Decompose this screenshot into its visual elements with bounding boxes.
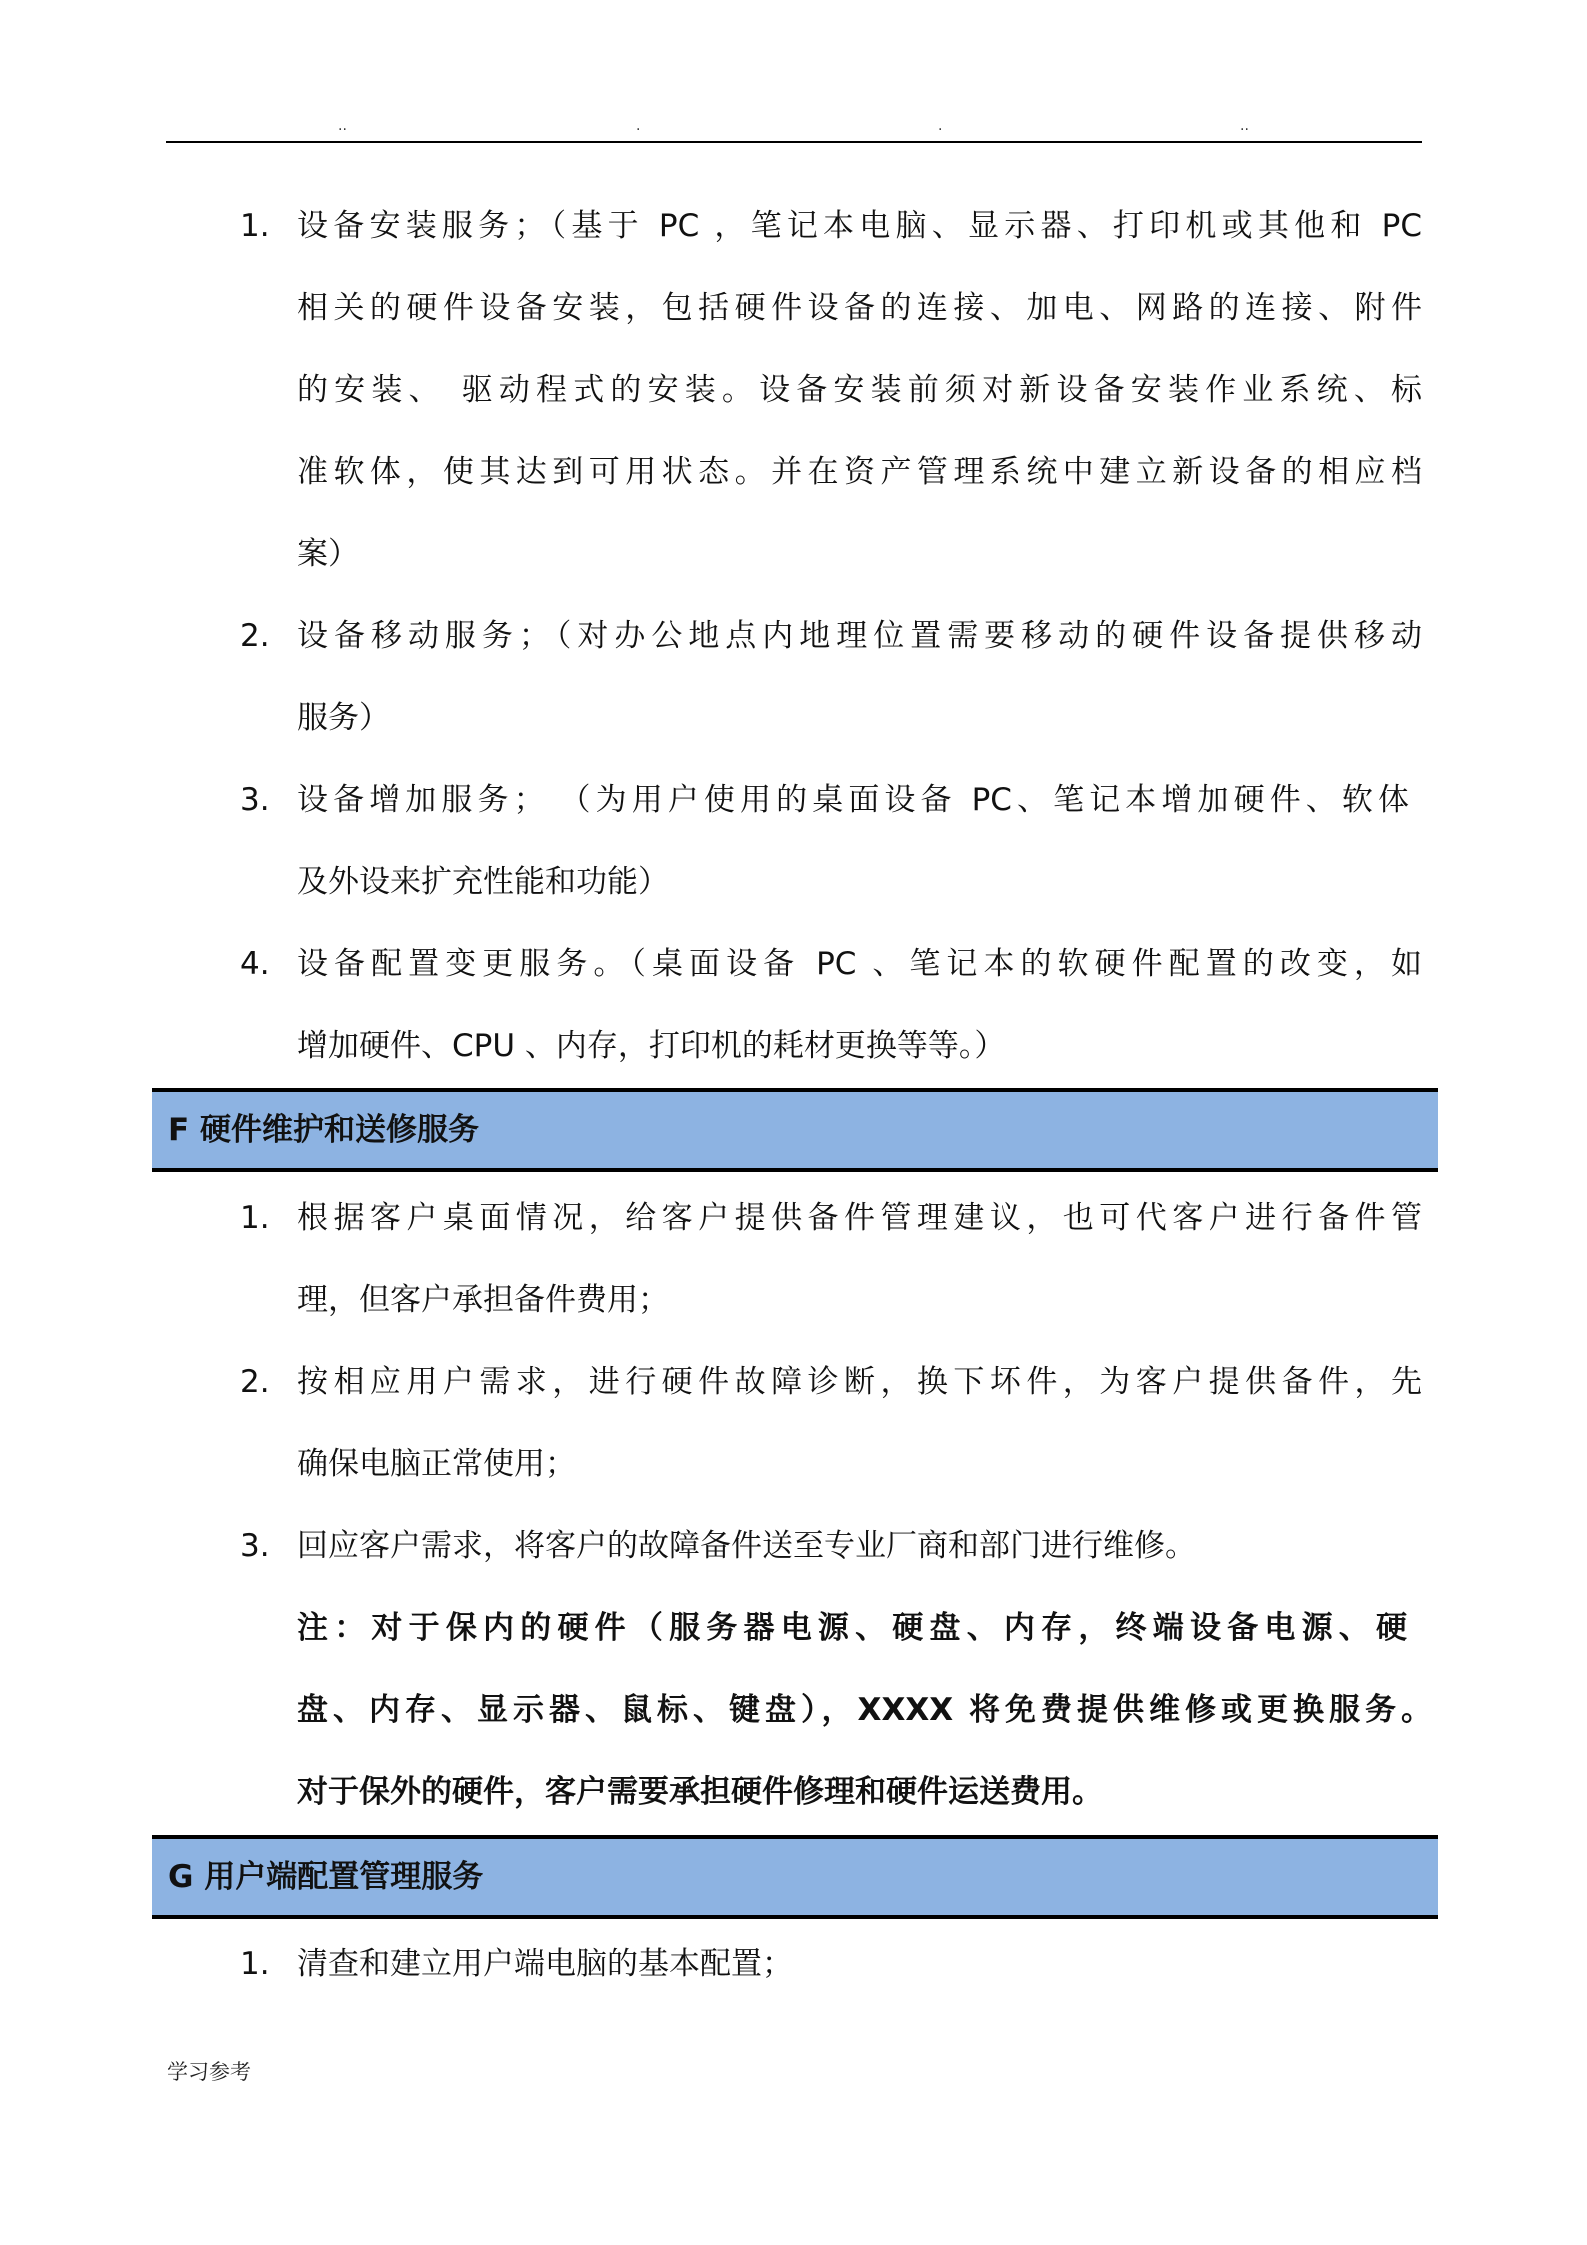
note-line: 盘、内存、显示器、鼠标、键盘），XXXX 将免费提供维修或更换服务。 — [297, 1692, 1432, 1728]
list-item-line: 的安装、 驱动程式的安装。设备安装前须对新设备安装作业系统、标 — [297, 372, 1422, 408]
list-number: 1. — [240, 208, 270, 244]
note-line: 注：对于保内的硬件（服务器电源、硬盘、内存，终端设备电源、硬 — [297, 1610, 1407, 1646]
header-mark: .. — [1240, 118, 1249, 134]
section-title: G 用户端配置管理服务 — [168, 1859, 484, 1895]
list-number: 3. — [240, 1528, 270, 1564]
list-item-line: 设备移动服务；（对办公地点内地理位置需要移动的硬件设备提供移动 — [297, 618, 1422, 654]
list-item-line: 服务） — [297, 700, 390, 736]
list-item-line: 及外设来扩充性能和功能） — [297, 864, 669, 900]
list-item-line: 设备配置变更服务。（桌面设备 PC 、笔记本的软硬件配置的改变，如 — [297, 946, 1422, 982]
list-item-line: 增加硬件、CPU 、内存，打印机的耗材更换等等。） — [297, 1028, 1006, 1064]
list-number: 1. — [240, 1200, 270, 1236]
list-number: 2. — [240, 618, 270, 654]
list-item-line: 清查和建立用户端电脑的基本配置； — [297, 1946, 793, 1982]
note-line: 对于保外的硬件，客户需要承担硬件修理和硬件运送费用。 — [297, 1774, 1103, 1810]
list-number: 2. — [240, 1364, 270, 1400]
footer-text: 学习参考 — [167, 2060, 251, 2084]
list-number: 3. — [240, 782, 270, 818]
list-item-line: 根据客户桌面情况，给客户提供备件管理建议，也可代客户进行备件管 — [297, 1200, 1422, 1236]
header-mark: . — [938, 118, 943, 134]
list-item-line: 准软体，使其达到可用状态。并在资产管理系统中建立新设备的相应档 — [297, 454, 1422, 490]
header-mark: .. — [338, 118, 347, 134]
list-number: 4. — [240, 946, 270, 982]
list-item-line: 按相应用户需求，进行硬件故障诊断，换下坏件，为客户提供备件，先 — [297, 1364, 1422, 1400]
list-item-line: 案） — [297, 536, 359, 572]
header-mark: . — [636, 118, 641, 134]
list-item-line: 设备增加服务； （为用户使用的桌面设备 PC、笔记本增加硬件、软体 — [297, 782, 1409, 818]
list-item-line: 确保电脑正常使用； — [297, 1446, 576, 1482]
section-title: F 硬件维护和送修服务 — [168, 1112, 479, 1148]
list-number: 1. — [240, 1946, 270, 1982]
list-item-line: 回应客户需求，将客户的故障备件送至专业厂商和部门进行维修。 — [297, 1528, 1196, 1564]
list-item-line: 相关的硬件设备安装，包括硬件设备的连接、加电、网路的连接、附件 — [297, 290, 1422, 326]
list-item-line: 设备安装服务；（基于 PC ，笔记本电脑、显示器、打印机或其他和 PC — [297, 208, 1422, 244]
section-heading-g — [152, 1835, 1438, 1919]
section-heading-f — [152, 1088, 1438, 1172]
list-item-line: 理，但客户承担备件费用； — [297, 1282, 669, 1318]
header-rule — [166, 141, 1422, 143]
